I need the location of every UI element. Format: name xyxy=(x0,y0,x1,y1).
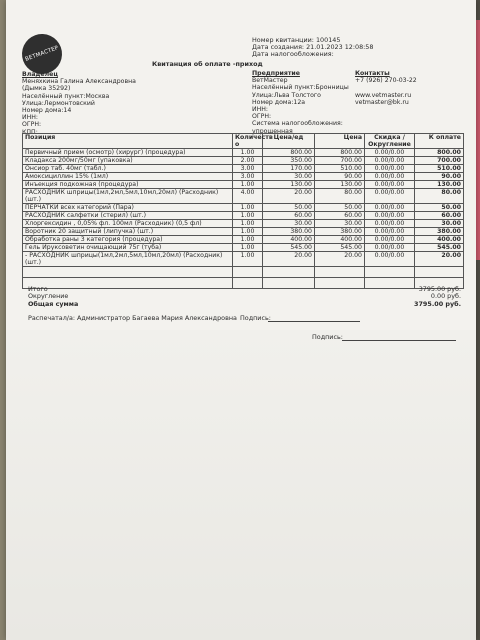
cell-unit-price: 30.00 xyxy=(263,220,315,228)
table-row xyxy=(23,165,464,173)
cell-price: 80.00 xyxy=(315,189,365,204)
empty-cell xyxy=(233,267,263,278)
contacts-website: www.vetmaster.ru xyxy=(355,91,412,99)
cell-discount: 0.00/0.00 xyxy=(365,212,415,220)
cell-quantity: 1.00 xyxy=(233,252,263,267)
table-row xyxy=(23,252,464,267)
signature-label: Подпись: xyxy=(240,314,271,322)
empty-cell xyxy=(415,267,464,278)
cell-to-pay: 60.00 xyxy=(415,212,464,220)
owner-heading: Владелец xyxy=(22,71,58,78)
cell-to-pay: 380.00 xyxy=(415,228,464,236)
cell-position: Хлоргексидин , 0,05% фл. 100мл (Расходник) (0,5 фл) xyxy=(23,220,233,228)
cell-quantity: 4.00 xyxy=(233,189,263,204)
cell-to-pay: 510.00 xyxy=(415,165,464,173)
table-row xyxy=(23,220,464,228)
cell-unit-price: 545.00 xyxy=(263,244,315,252)
contacts-phone: +7 (926) 270-03-22 xyxy=(355,77,417,85)
cell-price: 60.00 xyxy=(315,212,365,220)
cell-discount: 0.00/0.00 xyxy=(365,189,415,204)
printed-by: Распечатал/а: Администратор Багаева Мария Александровна xyxy=(28,314,237,322)
cell-position: РАСХОДНИК салфетки (стерил) (шт.) xyxy=(23,212,233,220)
cell-to-pay: 545.00 xyxy=(415,244,464,252)
table-row xyxy=(23,244,464,252)
receipt-created-date: Дата создания: 21.01.2023 12:08:58 xyxy=(252,43,374,51)
company-line: Номер дома:12а xyxy=(252,98,306,106)
company-line: ОГРН: xyxy=(252,113,272,121)
cell-position: Воротник 20 защитный (липучка) (шт.) xyxy=(23,228,233,236)
owner-line: Улица:Лермонтовский xyxy=(22,99,95,107)
itogo-label: Итого xyxy=(28,285,48,293)
empty-cell xyxy=(365,267,415,278)
cell-to-pay: 400.00 xyxy=(415,236,464,244)
cell-unit-price: 380.00 xyxy=(263,228,315,236)
cell-price: 700.00 xyxy=(315,157,365,165)
cell-position: Инъекция подкожная (процедура) xyxy=(23,181,233,189)
receipt-number: Номер квитанции: 100145 xyxy=(252,36,341,44)
cell-discount: 0.00/0.00 xyxy=(365,173,415,181)
cell-unit-price: 400.00 xyxy=(263,236,315,244)
owner-line: ИНН: xyxy=(22,114,39,122)
table-row xyxy=(23,157,464,165)
owner-line: КПП: xyxy=(22,128,38,136)
cell-discount: 0.00/0.00 xyxy=(365,236,415,244)
cell-price: 90.00 xyxy=(315,173,365,181)
cell-position: Амоксициллин 15% (1мл) xyxy=(23,173,233,181)
company-line: ИНН: xyxy=(252,105,269,113)
company-heading: Предприятие xyxy=(252,70,300,77)
cell-discount: 0.00/0.00 xyxy=(365,252,415,267)
cell-to-pay: 700.00 xyxy=(415,157,464,165)
signature2-line xyxy=(342,340,456,341)
cell-position: Гель Ируксоветин очищающий 75г (туба) xyxy=(23,244,233,252)
total-label: Общая сумма xyxy=(28,299,79,308)
cell-price: 30.00 xyxy=(315,220,365,228)
cell-position: Первичный прием (осмотр) (хирург) (процедура) xyxy=(23,149,233,157)
receipt-sheet xyxy=(6,0,476,640)
total-value: 3795.00 руб. xyxy=(414,299,461,308)
cell-discount: 0.00/0.00 xyxy=(365,181,415,189)
header-position: Позиция xyxy=(23,134,233,149)
company-line: Населённый пункт:Бронницы xyxy=(252,84,349,92)
cell-unit-price: 130.00 xyxy=(263,181,315,189)
owner-line: ОГРН: xyxy=(22,121,42,129)
cell-quantity: 3.00 xyxy=(233,165,263,173)
table-row xyxy=(23,173,464,181)
owner-line: Меняхкина Галина Александровна xyxy=(22,78,136,86)
cell-to-pay: 130.00 xyxy=(415,181,464,189)
cell-position: РАСХОДНИК шприцы(1мл,2мл,5мл,10мл,20мл) (Расходник) (шт.) xyxy=(23,189,233,204)
totals-total-row xyxy=(28,300,461,307)
cell-quantity: 1.00 xyxy=(233,212,263,220)
company-block xyxy=(252,70,349,135)
company-line: Система налогообложения: xyxy=(252,120,343,128)
cell-discount: 0.00/0.00 xyxy=(365,220,415,228)
table-row xyxy=(23,204,464,212)
contacts-block xyxy=(355,70,417,106)
cell-quantity: 1.00 xyxy=(233,181,263,189)
header-unit-price: Цена/ед xyxy=(263,134,315,149)
cell-position: - РАСХОДНИК шприцы(1мл,2мл,5мл,10мл,20мл) (Расходник) (шт.) xyxy=(23,252,233,267)
logo-text: ВЕТМАСТЕР xyxy=(24,45,60,63)
table-header-row xyxy=(23,134,464,149)
cell-unit-price: 20.00 xyxy=(263,252,315,267)
owner-line: (Дымка 35292) xyxy=(22,85,71,93)
items-table xyxy=(22,133,464,289)
itogo-value: 3795.00 руб. xyxy=(418,285,461,293)
receipt-tax-date: Дата налогообложения: xyxy=(252,50,334,58)
header-price: Цена xyxy=(315,134,365,149)
table-empty-row xyxy=(23,267,464,278)
cell-position: ПЕРЧАТКИ всех категорий (Пара) xyxy=(23,204,233,212)
cell-quantity: 1.00 xyxy=(233,204,263,212)
cell-discount: 0.00/0.00 xyxy=(365,149,415,157)
cell-unit-price: 30.00 xyxy=(263,173,315,181)
cell-price: 510.00 xyxy=(315,165,365,173)
cell-price: 130.00 xyxy=(315,181,365,189)
cell-discount: 0.00/0.00 xyxy=(365,244,415,252)
header-discount: Скидка / Округление xyxy=(365,134,415,149)
owner-line: Номер дома:14 xyxy=(22,106,72,114)
cell-unit-price: 50.00 xyxy=(263,204,315,212)
signature-line xyxy=(268,321,360,322)
empty-cell xyxy=(23,267,233,278)
contacts-blank xyxy=(355,84,417,91)
cell-discount: 0.00/0.00 xyxy=(365,157,415,165)
cell-to-pay: 50.00 xyxy=(415,204,464,212)
table-row xyxy=(23,236,464,244)
cell-to-pay: 80.00 xyxy=(415,189,464,204)
table-row xyxy=(23,212,464,220)
rounding-label: Округление xyxy=(28,292,69,301)
cell-quantity: 1.00 xyxy=(233,228,263,236)
table-row xyxy=(23,181,464,189)
totals-block xyxy=(28,285,461,307)
cell-position: Обработка раны 3 категория (процедура) xyxy=(23,236,233,244)
cell-quantity: 1.00 xyxy=(233,244,263,252)
cell-position: Кладакса 200мг/50мг (упаковка) xyxy=(23,157,233,165)
cell-to-pay: 20.00 xyxy=(415,252,464,267)
header-quantity: Количеств о xyxy=(233,134,263,149)
empty-cell xyxy=(315,267,365,278)
sheet-lower-area xyxy=(6,330,476,640)
cell-quantity: 1.00 xyxy=(233,236,263,244)
cell-to-pay: 800.00 xyxy=(415,149,464,157)
totals-rounding-row xyxy=(28,292,461,299)
cell-to-pay: 30.00 xyxy=(415,220,464,228)
cell-discount: 0.00/0.00 xyxy=(365,165,415,173)
contacts-email: vetmaster@bk.ru xyxy=(355,98,409,106)
owner-block xyxy=(22,71,136,136)
cell-quantity: 3.00 xyxy=(233,173,263,181)
receipt-title: Квитанция об оплате -приход xyxy=(152,60,263,68)
cell-unit-price: 350.00 xyxy=(263,157,315,165)
signature2-label: Подпись: xyxy=(312,333,343,341)
owner-line: Населённый пункт:Москва xyxy=(22,92,110,100)
rounding-value: 0.00 руб. xyxy=(430,292,461,301)
cell-price: 800.00 xyxy=(315,149,365,157)
cell-price: 400.00 xyxy=(315,236,365,244)
contacts-heading: Контакты xyxy=(355,70,390,77)
cell-discount: 0.00/0.00 xyxy=(365,204,415,212)
cell-unit-price: 170.00 xyxy=(263,165,315,173)
totals-itogo-row xyxy=(28,285,461,292)
company-line: упрощенная xyxy=(252,127,293,135)
cell-quantity: 2.00 xyxy=(233,157,263,165)
cell-quantity: 1.00 xyxy=(233,220,263,228)
cell-unit-price: 800.00 xyxy=(263,149,315,157)
cell-price: 380.00 xyxy=(315,228,365,236)
table-row xyxy=(23,149,464,157)
cell-position: Онсиор таб. 40мг (табл.) xyxy=(23,165,233,173)
cell-discount: 0.00/0.00 xyxy=(365,228,415,236)
cell-unit-price: 20.00 xyxy=(263,189,315,204)
company-line: ВетМастер xyxy=(252,77,288,85)
cell-to-pay: 90.00 xyxy=(415,173,464,181)
cell-quantity: 1.00 xyxy=(233,149,263,157)
header-to-pay: К оплате xyxy=(415,134,464,149)
company-line: Улица:Льва Толстого xyxy=(252,91,321,99)
empty-cell xyxy=(263,267,315,278)
cell-price: 20.00 xyxy=(315,252,365,267)
cell-price: 545.00 xyxy=(315,244,365,252)
cell-price: 50.00 xyxy=(315,204,365,212)
table-row xyxy=(23,228,464,236)
cell-unit-price: 60.00 xyxy=(263,212,315,220)
table-row xyxy=(23,189,464,204)
